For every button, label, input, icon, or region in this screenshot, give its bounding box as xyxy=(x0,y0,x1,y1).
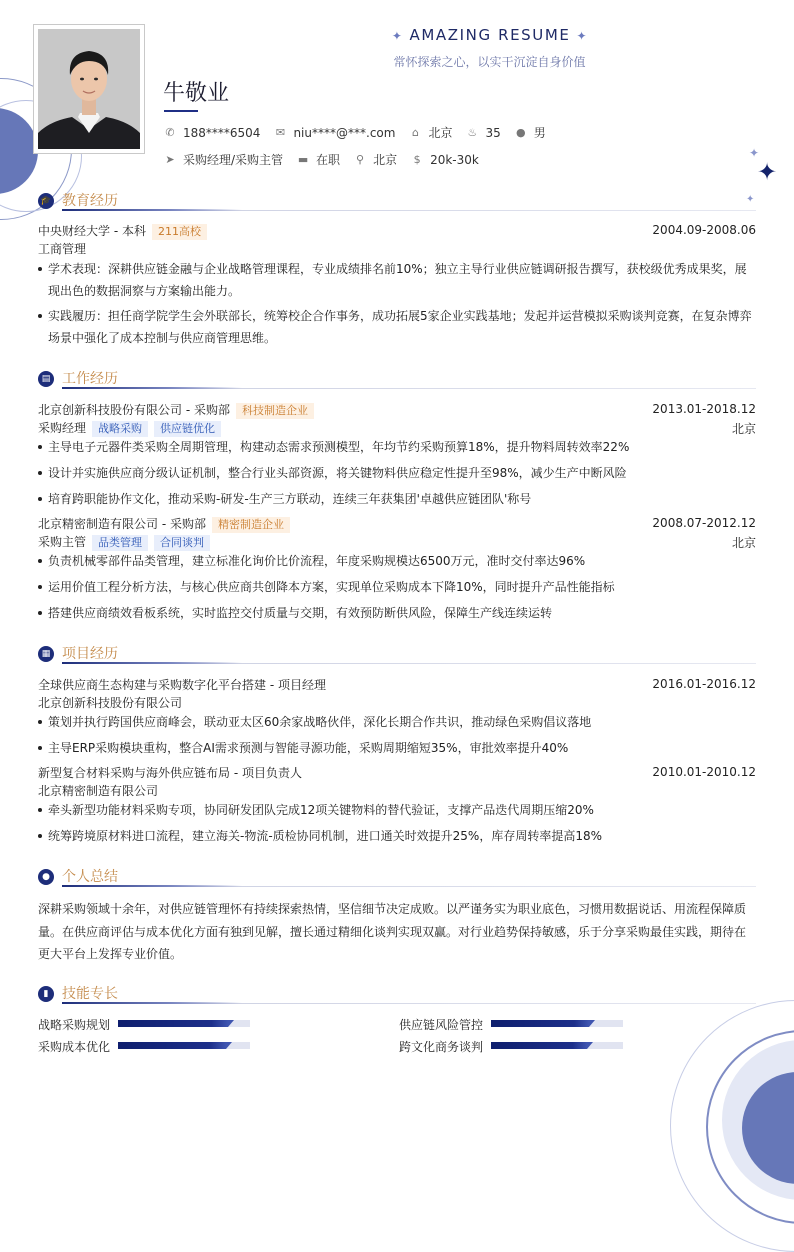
bar-chart-icon: ▮ xyxy=(38,986,54,1002)
job-company: 北京创新科技股份有限公司 - 采购部 xyxy=(38,403,230,417)
bullet-dot xyxy=(38,445,42,449)
list-item xyxy=(38,436,758,458)
section-divider-accent xyxy=(62,209,242,211)
target-city-item xyxy=(354,151,397,168)
contact-row xyxy=(164,124,560,141)
section-divider-accent xyxy=(62,662,242,664)
phone-item xyxy=(164,126,260,140)
target-position-item xyxy=(164,151,283,168)
list-item xyxy=(38,711,758,733)
diamond-icon: ✦ xyxy=(391,29,404,43)
skill-level-bar xyxy=(491,1042,623,1049)
money-icon: $ xyxy=(413,152,421,166)
target-position-text: 采购经理/采购主管 xyxy=(183,153,284,167)
gender-text: 男 xyxy=(533,126,546,140)
phone-text: 188****6504 xyxy=(183,125,261,140)
bullet-text: 负责机械零部件品类管理，建立标准化询价比价流程，年度采购规模达6500万元，准时交付率达96% xyxy=(48,554,586,568)
job-company: 北京精密制造有限公司 - 采购部 xyxy=(38,517,206,531)
bullet-dot xyxy=(38,267,42,271)
salary-item xyxy=(411,153,479,167)
bullet-text: 搭建供应商绩效看板系统，实时监控交付质量与交期，有效预防断供风险，保障生产线连续运转 xyxy=(48,606,553,620)
section-projects xyxy=(38,643,756,667)
diamond-icon: ✦ xyxy=(576,29,589,43)
list-item xyxy=(38,488,758,510)
skill-level-fill xyxy=(491,1020,589,1027)
bullet-dot xyxy=(38,746,42,750)
summary-text: 深耕采购领域十余年，对供应链管理怀有持续探索热情，坚信细节决定成败。以严谨务实为职业底色，习惯用数据说话、用流程保障质量。在供应商评估与成本优化方面有独到见解，擅长通过精细化谈判实现双赢。对行业趋势保持敏感，乐于分享采购最佳实践，期待在更大平台上发挥专业价值。 xyxy=(38,902,747,961)
intent-row xyxy=(164,151,493,168)
job-company-line xyxy=(38,401,756,419)
job-company-line xyxy=(38,515,756,533)
avatar xyxy=(38,29,140,149)
list-item xyxy=(38,462,758,484)
bullet-text: 运用价值工程分析方法，与核心供应商共创降本方案，实现单位采购成本下降10%，同时提升产品性能指标 xyxy=(48,580,615,594)
target-city-text: 北京 xyxy=(373,153,398,167)
age-text: 35 xyxy=(485,125,501,140)
skill-name: 采购成本优化 xyxy=(38,1040,111,1054)
list-item xyxy=(38,550,758,572)
section-summary xyxy=(38,866,756,890)
skill-name: 战略采购规划 xyxy=(38,1018,111,1032)
section-divider-accent xyxy=(62,885,242,887)
bullet-dot xyxy=(38,585,42,589)
bullet-text: 学术表现：深耕供应链金融与企业战略管理课程，专业成绩排名前10%；独立主导行业供应链调研报告撰写，获校级优秀成果奖，展现出色的数据洞察与方案输出能力。 xyxy=(48,262,747,298)
industry-tag: 科技制造企业 xyxy=(236,403,314,419)
skill-tag: 供应链优化 xyxy=(154,421,221,437)
list-item xyxy=(38,258,758,302)
section-title: 项目经历 xyxy=(62,646,118,662)
section-title: 工作经历 xyxy=(62,371,118,387)
name-underline xyxy=(164,110,198,112)
hometown-text: 北京 xyxy=(428,126,453,140)
salary-text: 20k-30k xyxy=(430,152,479,167)
job-position-line xyxy=(38,533,756,551)
bullet-text: 主导电子元器件类采购全周期管理，构建动态需求预测模型，年均节约采购预算18%，提升物料周转效率22% xyxy=(48,440,630,454)
skill-level-fill xyxy=(118,1042,226,1049)
bullet-text: 实践履历：担任商学院学生会外联部长，统筹校企合作事务，成功拓展5家企业实践基地；发起并运营模拟采购谈判竞赛，在复杂博弈场景中强化了成本控制与供应商管理思维。 xyxy=(48,309,752,345)
resume-banner xyxy=(380,26,600,44)
skill-tag: 合同谈判 xyxy=(154,535,210,551)
section-education xyxy=(38,190,756,214)
cake-icon: ♨ xyxy=(467,125,478,139)
skill-tag: 战略采购 xyxy=(92,421,148,437)
school-tag: 211高校 xyxy=(152,224,207,240)
job-status-item xyxy=(297,151,340,168)
skill-level-bar xyxy=(118,1020,250,1027)
section-skills xyxy=(38,983,756,1007)
graduation-cap-icon: 🎓 xyxy=(38,193,54,209)
job-position: 采购主管 xyxy=(38,535,87,549)
mail-icon: ✉ xyxy=(275,125,286,139)
list-item xyxy=(38,825,758,847)
gender-icon: ● xyxy=(515,125,526,139)
bullet-dot xyxy=(38,720,42,724)
skill-name: 跨文化商务谈判 xyxy=(399,1040,484,1054)
hometown-item xyxy=(409,124,452,141)
sparkle-icon: ✦ xyxy=(757,158,778,186)
education-school-line xyxy=(38,222,756,240)
bullet-dot xyxy=(38,559,42,563)
bullet-text: 统筹跨境原材料进口流程，建立海关-物流-质检协同机制，进口通关时效提升25%，库存周转率提高18% xyxy=(48,829,603,843)
avatar-frame xyxy=(33,24,145,154)
bullet-text: 主导ERP采购模块重构，整合AI需求预测与智能寻源功能，采购周期缩短35%，审批效率提升40% xyxy=(48,741,569,755)
list-item xyxy=(38,576,758,598)
bullet-dot xyxy=(38,808,42,812)
section-title: 技能专长 xyxy=(62,986,118,1002)
section-divider-accent xyxy=(62,387,242,389)
project-company: 北京精密制造有限公司 xyxy=(38,784,159,798)
skill-level-fill xyxy=(491,1042,587,1049)
section-work xyxy=(38,368,756,392)
skill-tag: 品类管理 xyxy=(92,535,148,551)
location-icon: ⚲ xyxy=(356,152,365,166)
project-period: 2016.01-2016.12 xyxy=(652,677,756,691)
industry-tag: 精密制造企业 xyxy=(212,517,290,533)
job-city: 北京 xyxy=(731,422,756,436)
bullet-dot xyxy=(38,314,42,318)
grid-icon: ▦ xyxy=(38,646,54,662)
bullet-dot xyxy=(38,471,42,475)
job-city: 北京 xyxy=(731,536,756,550)
phone-icon: ✆ xyxy=(165,125,175,139)
job-status-text: 在职 xyxy=(316,153,341,167)
section-title: 教育经历 xyxy=(62,193,118,209)
send-icon: ➤ xyxy=(165,152,175,166)
section-divider-accent xyxy=(62,1002,242,1004)
bullet-dot xyxy=(38,834,42,838)
list-item xyxy=(38,737,758,759)
age-item xyxy=(466,126,500,140)
resume-motto: 常怀探索之心，以实干沉淀自身价值 xyxy=(393,55,586,69)
bullet-text: 牵头新型功能材料采购专项，协同研发团队完成12项关键物料的替代验证，支撑产品迭代周期压缩20% xyxy=(48,803,594,817)
project-name: 全球供应商生态构建与采购数字化平台搭建 - 项目经理 xyxy=(38,678,326,692)
user-icon: ● xyxy=(38,869,54,885)
project-name: 新型复合材料采购与海外供应链布局 - 项目负责人 xyxy=(38,766,302,780)
skill-name: 供应链风险管控 xyxy=(399,1018,484,1032)
skill-level-fill xyxy=(118,1020,228,1027)
candidate-name: 牛敬业 xyxy=(163,81,230,106)
email-text: niu****@***.com xyxy=(293,125,396,140)
bullet-text: 设计并实施供应商分级认证机制，整合行业头部资源，将关键物料供应稳定性提升至98%，减少生产中断风险 xyxy=(48,466,627,480)
bullet-dot xyxy=(38,611,42,615)
briefcase-icon: ▬ xyxy=(297,152,309,166)
job-position: 采购经理 xyxy=(38,421,87,435)
skill-level-bar xyxy=(491,1020,623,1027)
sparkle-icon: ✦ xyxy=(749,146,760,160)
briefcase-icon: ▤ xyxy=(38,371,54,387)
bullet-dot xyxy=(38,497,42,501)
skill-level-bar xyxy=(118,1042,250,1049)
bullet-text: 培育跨职能协作文化，推动采购-研发-生产三方联动，连续三年获集团'卓越供应链团队'称号 xyxy=(48,492,532,506)
list-item xyxy=(38,602,758,624)
resume-banner-text: AMAZING RESUME xyxy=(409,26,571,44)
list-item xyxy=(38,305,758,349)
school-name: 中央财经大学 - 本科 xyxy=(38,224,146,238)
education-period: 2004.09-2008.06 xyxy=(652,223,756,237)
bullet-text: 策划并执行跨国供应商峰会，联动亚太区60余家战略伙伴，深化长期合作共识，推动绿色采购倡议落地 xyxy=(48,715,592,729)
education-major: 工商管理 xyxy=(38,242,87,256)
email-item xyxy=(274,126,395,140)
project-company: 北京创新科技股份有限公司 xyxy=(38,696,183,710)
section-title: 个人总结 xyxy=(62,869,118,885)
job-period: 2013.01-2018.12 xyxy=(652,402,756,416)
job-position-line xyxy=(38,419,756,437)
list-item xyxy=(38,799,758,821)
project-period: 2010.01-2010.12 xyxy=(652,765,756,779)
home-icon: ⌂ xyxy=(411,125,419,139)
gender-item xyxy=(515,124,546,141)
job-period: 2008.07-2012.12 xyxy=(652,516,756,530)
sparkle-icon: ✦ xyxy=(746,194,755,205)
